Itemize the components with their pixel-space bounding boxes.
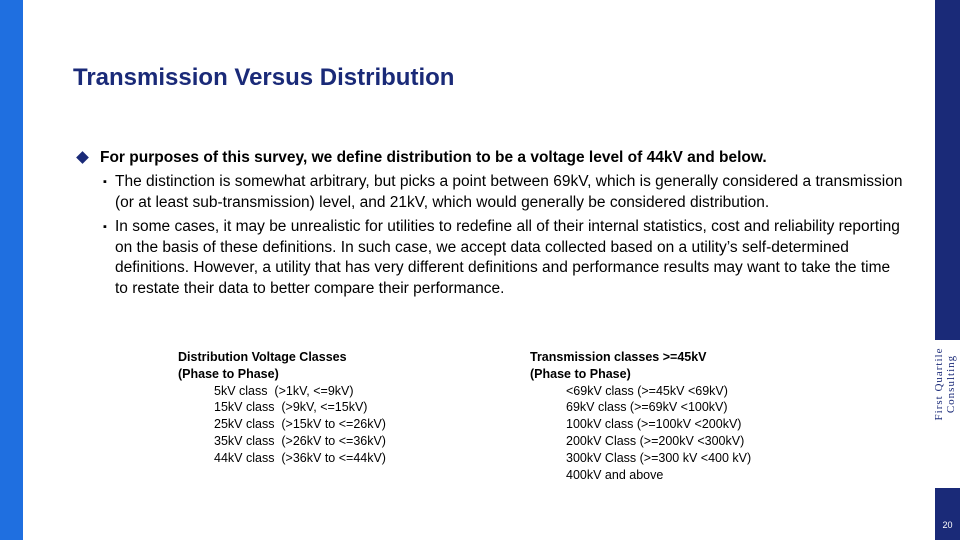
- sub-bullet-text: The distinction is somewhat arbitrary, but picks a point between 69kV, which is generally considered a transmission (or at least sub-transmission) level, and 21kV, which would generally be considered distribution.: [115, 173, 903, 211]
- distribution-subheader: (Phase to Phase): [178, 366, 279, 381]
- transmission-class-row: <69kV class (>=45kV <69kV): [566, 383, 728, 398]
- distribution-class-row: 15kV class (>9kV, <=15kV): [214, 400, 368, 415]
- transmission-subheader: (Phase to Phase): [530, 366, 631, 381]
- distribution-header: Distribution Voltage Classes: [178, 350, 347, 364]
- transmission-classes-list: [530, 349, 751, 483]
- transmission-class-row: 300kV Class (>=300 kV <400 kV): [566, 450, 752, 465]
- square-bullet-icon: ▪: [103, 176, 107, 188]
- transmission-class-row: 69kV class (>=69kV <100kV): [566, 400, 728, 415]
- main-bullet: [78, 148, 898, 168]
- square-bullet-icon: ▪: [103, 221, 107, 233]
- sub-bullet-text: In some cases, it may be unrealistic for utilities to redefine all of their internal statistics, cost and reliability reporting on the basis of these definitions. In such case, we accept data collected based on a utility’s self-determined definitions. However, a utility that has very different definitions and performance results may want to take the time to restate their data to better compare their performance.: [115, 218, 900, 297]
- distribution-class-row: 35kV class (>26kV to <=36kV): [214, 433, 386, 448]
- sub-bullet: [103, 172, 903, 213]
- distribution-classes-list: [178, 349, 386, 467]
- transmission-header: Transmission classes >=45kV: [530, 350, 707, 364]
- transmission-class-row: 100kV class (>=100kV <200kV): [566, 417, 742, 432]
- main-bullet-text: For purposes of this survey, we define distribution to be a voltage level of 44kV and below.: [100, 149, 767, 166]
- company-logo: [933, 309, 959, 459]
- diamond-bullet-icon: [76, 151, 89, 164]
- sub-bullet-list: [103, 172, 903, 303]
- logo-line-1: First Quartile: [933, 347, 945, 421]
- slide-title: Transmission Versus Distribution: [73, 64, 455, 91]
- transmission-class-row: 400kV and above: [566, 467, 664, 482]
- sub-bullet: [103, 217, 903, 299]
- logo-line-2: Consulting: [945, 354, 957, 414]
- distribution-class-row: 5kV class (>1kV, <=9kV): [214, 383, 354, 398]
- distribution-class-row: 44kV class (>36kV to <=44kV): [214, 450, 386, 465]
- distribution-class-row: 25kV class (>15kV to <=26kV): [214, 417, 386, 432]
- left-accent-bar: [0, 0, 23, 540]
- transmission-class-row: 200kV Class (>=200kV <300kV): [566, 433, 745, 448]
- page-number: 20: [942, 520, 953, 530]
